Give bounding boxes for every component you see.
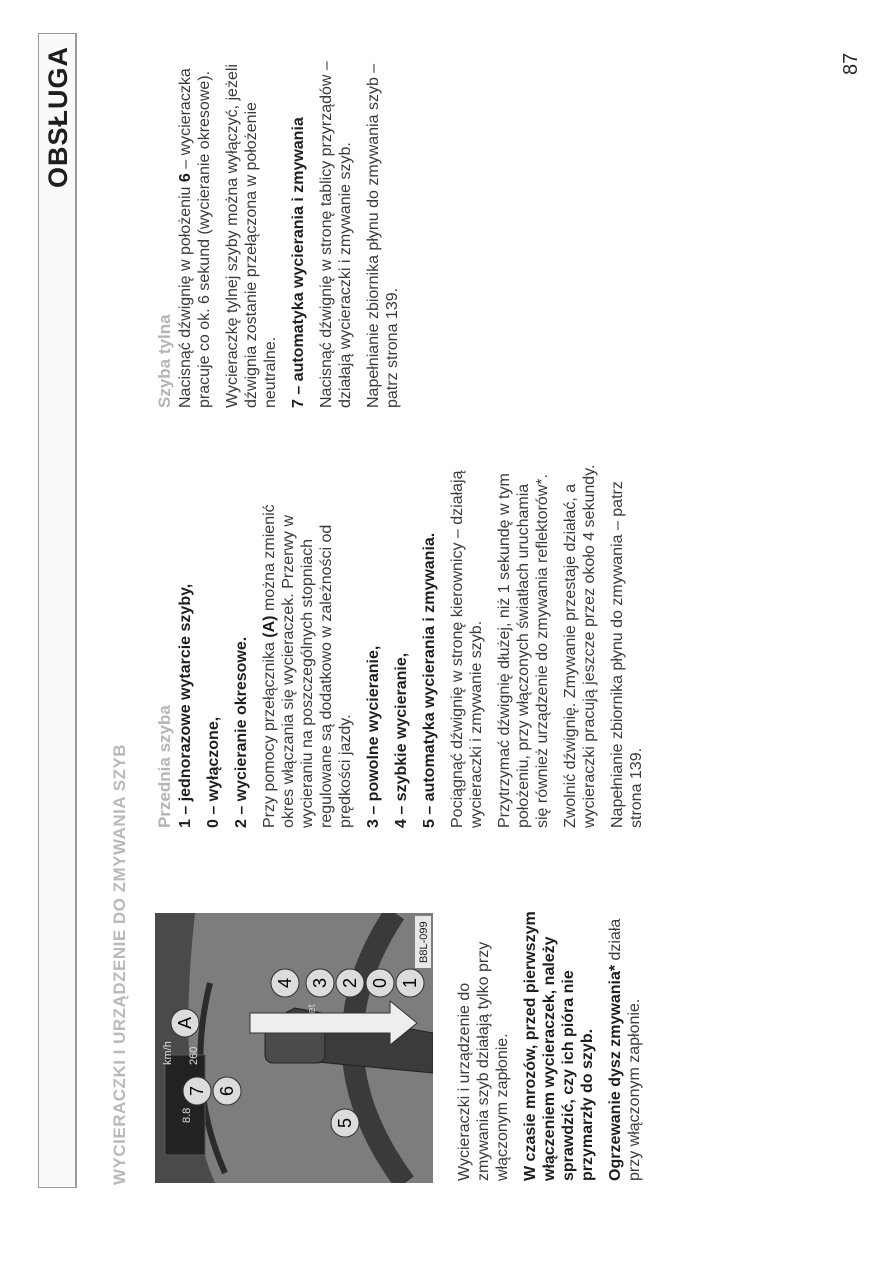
callout-4-label: 4 xyxy=(275,977,295,989)
rear-p1-c: – wycieraczka pracuje co ok. 6 sekund (wycieranie okresowe). xyxy=(177,68,213,408)
header-divider xyxy=(76,33,77,1188)
rear-p3: Nacisnąć dźwignię w stronę tablicy przyrządów – działają wycieraczki i zmywanie szyb. xyxy=(318,61,354,408)
callout-6-label: 6 xyxy=(217,1085,237,1097)
rear-p1-bold: 6 xyxy=(177,173,194,183)
switch-a-text-1: Przy pomocy przełącznika xyxy=(261,637,278,828)
callout-7-label: 7 xyxy=(187,1085,207,1097)
rear-p2: Wycieraczkę tylnej szyby można wyłączyć, jeżeli dźwignia zostanie przełączona w położenie neutralne. xyxy=(224,64,279,408)
item-2: 2 – wycieranie okresowe. xyxy=(233,636,250,828)
intro-paragraph: Wycieraczki i urządzenie do zmywania szyb działają tylko przy włączonym zapłonie. xyxy=(456,941,511,1181)
front-p3: Zwolnić dźwignię. Zmywanie przestaje działać, a wycieraczki pracują jeszcze przez około 4 sekundy. xyxy=(562,464,598,828)
nozzle-heating-rest: działa przy włączonym zapłonie. xyxy=(607,918,643,1181)
page-number: 87 xyxy=(840,52,862,75)
callout-3-label: 3 xyxy=(310,977,330,989)
figure-code: B8L-099 xyxy=(418,921,430,963)
wiper-lever-photo xyxy=(155,913,433,1183)
front-p2: Przytrzymać dźwignię dłużej, niż 1 sekundę w tym położeniu, przy włączonych światłach uruchamia się również urządzenie do zmywania reflektorów*. xyxy=(496,473,551,828)
page-header-title: OBSŁUGA xyxy=(43,46,73,188)
header-box xyxy=(38,33,76,1188)
front-window-column xyxy=(155,463,655,828)
switch-a-bold: (A) xyxy=(261,615,278,638)
rear-p1 xyxy=(176,38,214,408)
dash-kmh-label: km/h xyxy=(162,1041,174,1065)
frost-warning: W czasie mrozów, przed pierwszym włączeniem wycieraczek, należy sprawdzić, czy ich pióra nie przymarzły do szyb. xyxy=(522,911,596,1181)
rear-p1-a: Nacisnąć dźwignię w położeniu xyxy=(177,182,194,408)
rear-window-heading: Szyba tylna xyxy=(155,314,174,408)
front-p1: Pociągnąć dźwignię w stronę kierownicy – działają wycieraczki i zmywanie szyb. xyxy=(449,470,485,828)
switch-a-paragraph xyxy=(260,463,355,828)
dash-speed-label: 260 xyxy=(188,1046,200,1065)
nozzle-heating-bold: Ogrzewanie dysz zmywania* xyxy=(607,964,624,1181)
rear-window-column xyxy=(155,38,411,408)
nozzle-heating-paragraph xyxy=(606,911,644,1181)
item-3: 3 – powolne wycieranie, xyxy=(365,645,382,828)
item-7: 7 – automatyka wycierania i zmywania xyxy=(290,117,307,408)
intro-column xyxy=(455,911,653,1181)
dash-display-text: 8.8 xyxy=(181,1107,193,1123)
callout-1-label: 1 xyxy=(400,977,420,989)
callout-0-label: 0 xyxy=(370,977,390,989)
section-title: WYCIERACZKI I URZĄDZENIE DO ZMYWANIA SZYB xyxy=(110,743,129,1185)
callout-5-label: 5 xyxy=(335,1117,355,1129)
callout-2-label: 2 xyxy=(340,977,360,989)
rear-p4: Napełnianie zbiornika płynu do zmywania szyb – patrz strona 139. xyxy=(365,63,401,408)
front-p4: Napełnianie zbiornika płynu do zmywania – patrz strona 139. xyxy=(609,481,645,828)
item-1: 1 – jednorazowe wytarcie szyby, xyxy=(177,583,194,828)
switch-a-text-2: można zmienić okres włączania się wycieraczek. Przerwy w wycieraniu na poszczególnych stopniach regulowane są dodatkowo w zależności od prędkości jazdy. xyxy=(261,504,354,828)
item-4: 4 – szybkie wycieranie, xyxy=(393,652,410,828)
item-5: 5 – automatyka wycierania i zmywania. xyxy=(421,532,438,828)
front-window-heading: Przednia szyba xyxy=(155,705,174,828)
callout-a-label: A xyxy=(175,1016,195,1030)
item-0: 0 – wyłączone, xyxy=(205,716,222,828)
